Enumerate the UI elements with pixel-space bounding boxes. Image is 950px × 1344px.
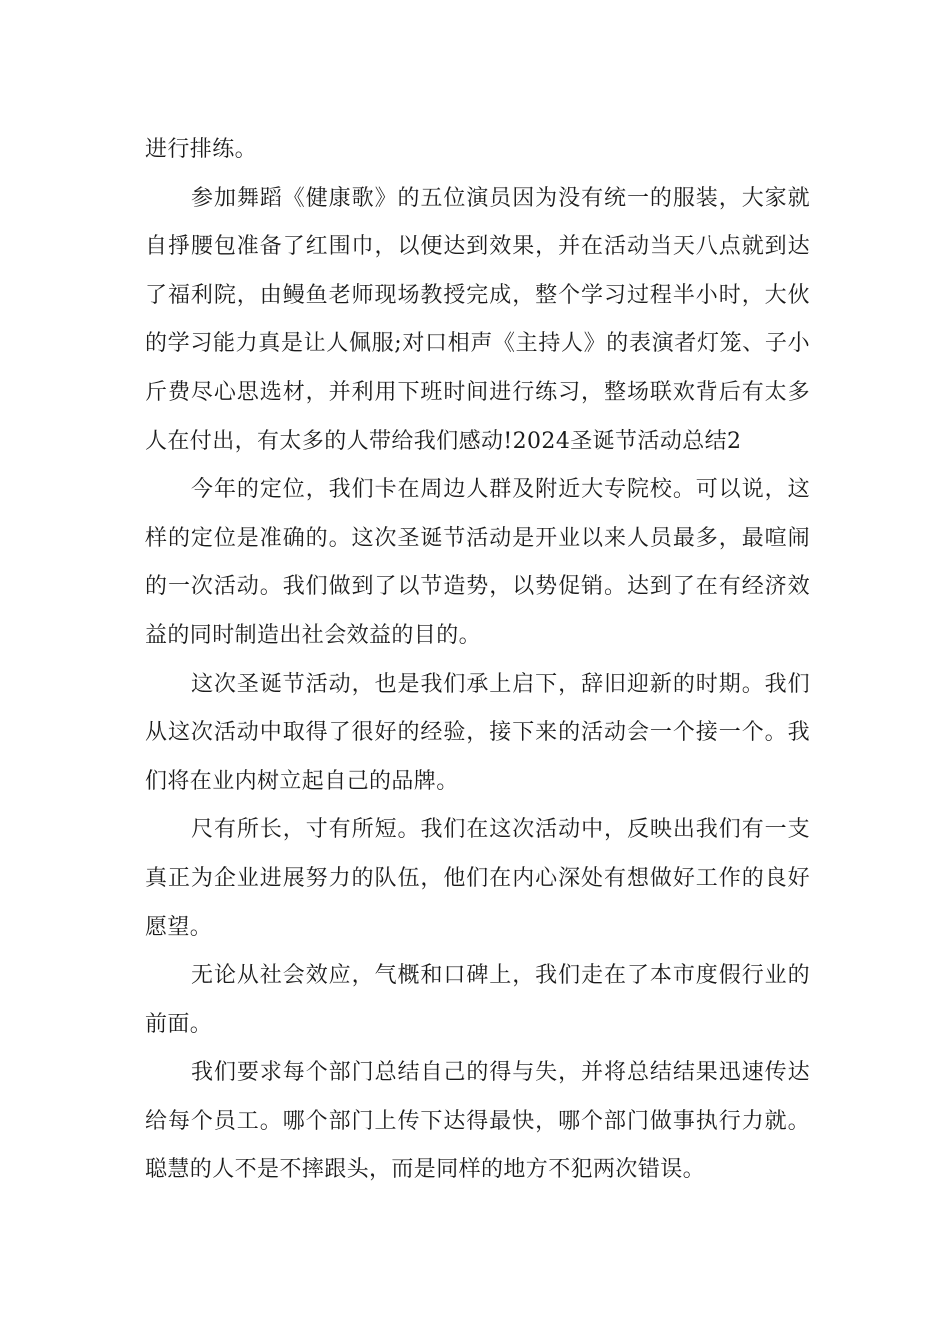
paragraph-dance-performance: 参加舞蹈《健康歌》的五位演员因为没有统一的服装，大家就自掙腰包准备了红围巾，以便达到效果，并在活动当天八点就到达了福利院，由鳗鱼老师现场教授完成，整个学习过程半小时，大伙的学习能力真是让人佩服;对口相声《主持人》的表演者灯笼、子小斤费尽心思选材，并利用下班时间进行练习，整场联欢背后有太多人在付出，有太多的人带给我们感动!2024圣诞节活动总结2 — [145, 185, 810, 454]
paragraph-transition-period: 这次圣诞节活动，也是我们承上启下，辞旧迎新的时期。我们从这次活动中取得了很好的经验，接下来的活动会一个接一个。我们将在业内树立起自己的品牌。 — [145, 671, 810, 794]
paragraph-continuation: 进行排练。 — [145, 137, 258, 162]
paragraph-social-effect: 无论从社会效应，气概和口碑上，我们走在了本市度假行业的前面。 — [145, 963, 810, 1037]
paragraph-department-summary: 我们要求每个部门总结自己的得与失，并将总结结果迅速传达给每个员工。哪个部门上传下达得最快，哪个部门做事执行力就。聪慧的人不是不摔跟头，而是同样的地方不犯两次错误。 — [145, 1060, 810, 1183]
paragraph-strengths: 尺有所长，寸有所短。我们在这次活动中，反映出我们有一支真正为企业进展努力的队伍，他们在内心深处有想做好工作的良好愿望。 — [145, 817, 810, 940]
body-text — [145, 126, 810, 1195]
paragraph-positioning: 今年的定位，我们卡在周边人群及附近大专院校。可以说，这样的定位是准确的。这次圣诞节活动是开业以来人员最多，最喧闹的一次活动。我们做到了以节造势，以势促销。达到了在有经济效益的同时制造出社会效益的目的。 — [145, 477, 810, 648]
